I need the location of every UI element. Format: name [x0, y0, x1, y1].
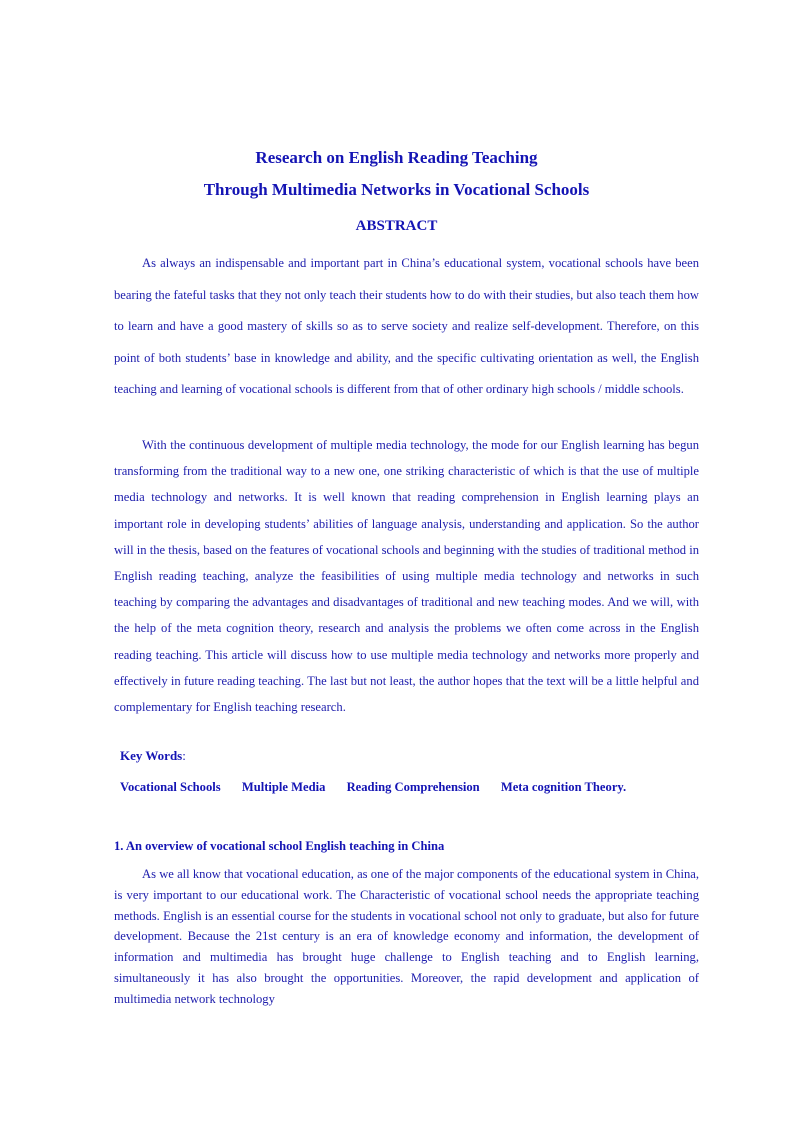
title-line-1: Research on English Reading Teaching	[255, 148, 538, 167]
abstract-heading: ABSTRACT	[355, 218, 438, 234]
keywords-label-text: Key Words	[120, 748, 183, 763]
keywords-label	[120, 748, 186, 764]
keyword: Vocational Schools	[120, 780, 221, 794]
section-1-paragraph: As we all know that vocational education, as one of the major components of the educational system in China, is very important to our educational work. The Characteristic of vocational school needs the appropriate teaching methods. English is an essential course for the students in vocational school not only to graduate, but also for future development. Because the 21st century is an era of knowledge economy and information, the development of information and multimedia has brought huge challenge to English teaching and to English learning, simultaneously it has also brought the opportunities. Moreover, the rapid development and application of multimedia network technology	[114, 867, 699, 1006]
title-line-2: Through Multimedia Networks in Vocational Schools	[203, 180, 590, 199]
keyword: Multiple Media	[241, 780, 326, 794]
keywords-list	[120, 780, 644, 795]
keyword: Meta cognition Theory.	[500, 780, 627, 794]
keywords-colon: :	[182, 748, 186, 763]
keyword: Reading Comprehension	[346, 780, 480, 794]
abstract-paragraph-2: With the continuous development of multiple media technology, the mode for our English learning has begun transforming from the traditional way to a new one, one striking characteristic of which is that the use of multiple media technology and networks. It is well known that reading comprehension in English learning plays an important role in developing students’ abilities of language analysis, understanding and application. So the author will in the thesis, based on the features of vocational schools and beginning with the studies of traditional method in English reading teaching, analyze the feasibilities of using multiple media technology and networks in such teaching by comparing the advantages and disadvantages of traditional and new teaching modes. And we will, with the help of the meta cognition theory, research and analysis the problems we often come across in the English reading teaching. This article will discuss how to use multiple media technology and networks more properly and effectively in future reading teaching. The last but not least, the author hopes that the text will be a little helpful and complementary for English teaching research.	[114, 438, 699, 715]
abstract-paragraph-1: As always an indispensable and important part in China’s educational system, vocational schools have been bearing the fateful tasks that they not only teach their students how to do with their studies, but also teach them how to learn and have a good mastery of skills so as to serve society and realize self-development. Therefore, on this point of both students’ base in knowledge and ability, and the specific cultivating orientation as well, the English teaching and learning of vocational schools is different from that of other ordinary high schools / middle schools.	[114, 256, 699, 396]
section-1-heading: 1. An overview of vocational school English teaching in China	[114, 839, 445, 853]
